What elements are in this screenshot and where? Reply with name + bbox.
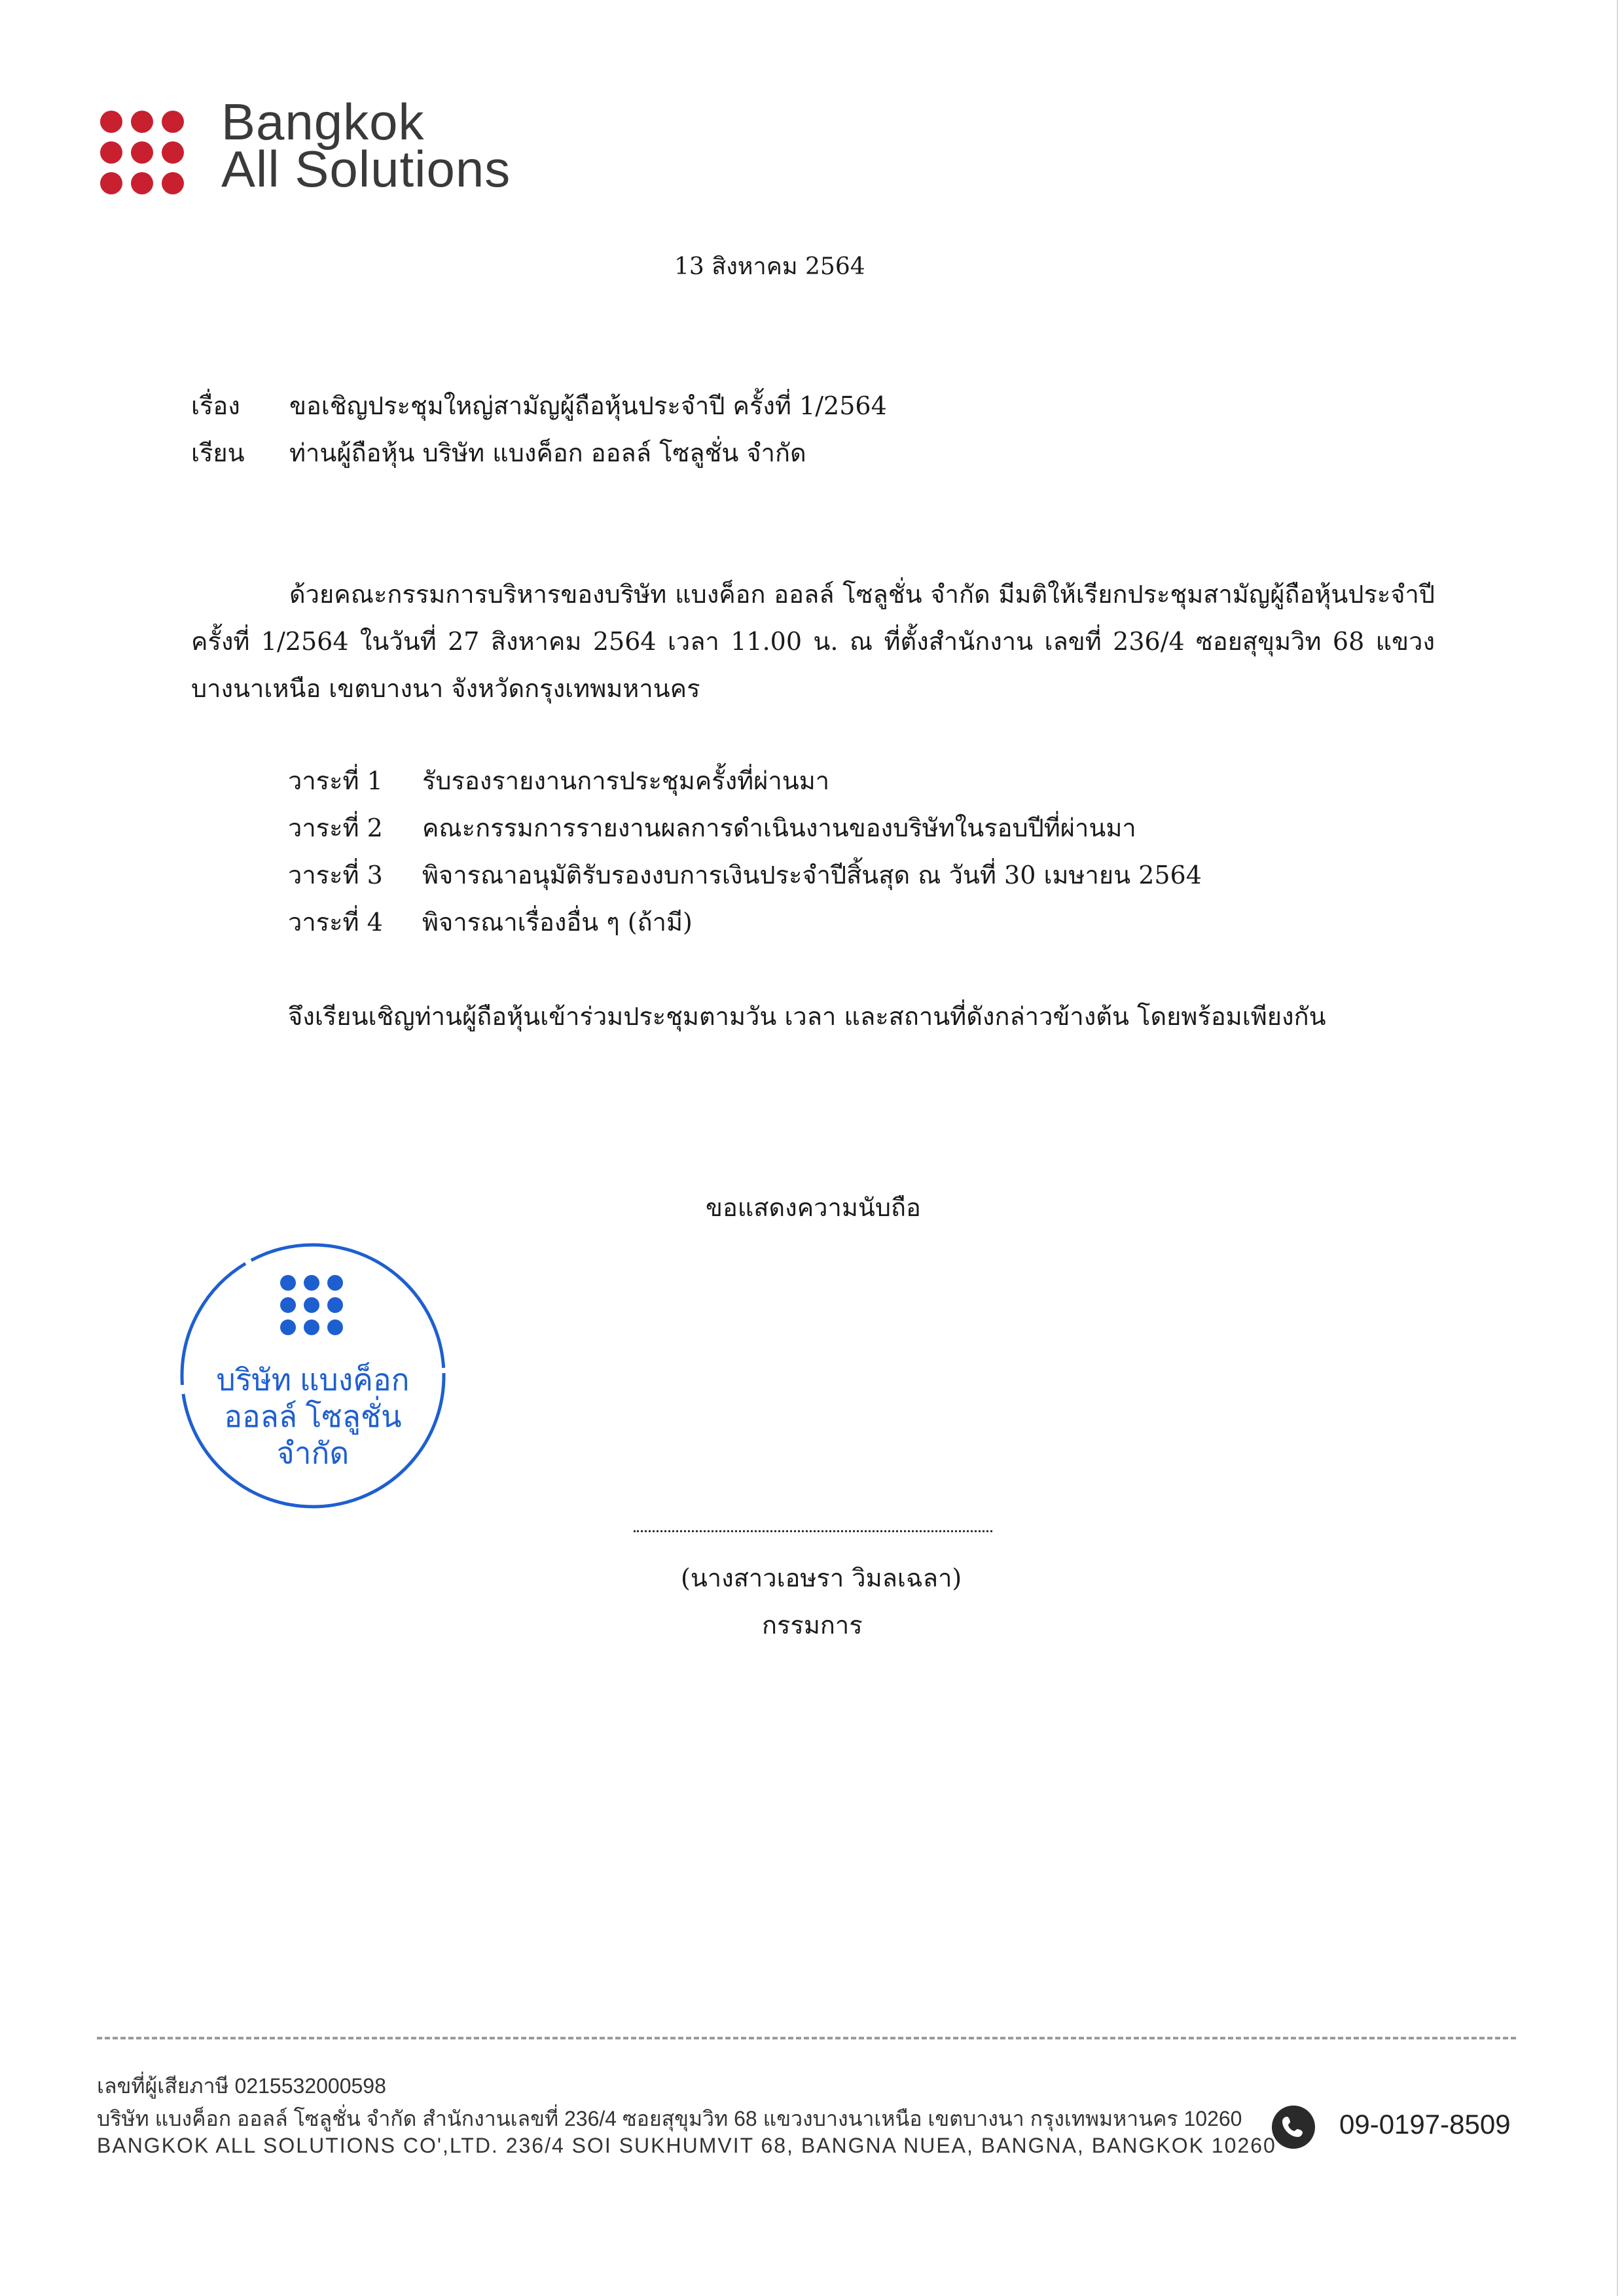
agenda-number: วาระที่ 2	[288, 814, 383, 842]
agenda-item	[288, 808, 1136, 848]
agenda-text: พิจารณาเรื่องอื่น ๆ (ถ้ามี)	[422, 908, 693, 937]
agenda-item	[288, 902, 693, 942]
regards-text: ขอแสดงความนับถือ	[706, 1193, 921, 1222]
scan-edge-divider	[1617, 0, 1618, 2296]
recipient-label: เรียน	[191, 439, 245, 467]
letter-date: 13 สิงหาคม 2564	[674, 253, 865, 280]
signer-title: กรรมการ	[762, 1611, 863, 1640]
footer-divider	[97, 2037, 1516, 2039]
stamp-line-2: ออลล์ โซลูชั่น	[224, 1399, 402, 1433]
logo-line-1: Bangkok	[221, 93, 425, 151]
agenda-text: คณะกรรมการรายงานผลการดำเนินงานของบริษัทในรอบปีที่ผ่านมา	[422, 814, 1136, 842]
logo-line-2: All Solutions	[221, 140, 511, 198]
body-paragraph: ด้วยคณะกรรมการบริหารของบริษัท แบงค็อก ออลล์ โซลูชั่น จำกัด มีมติให้เรียกประชุมสามัญผู้ถือหุ้นประจำปี ครั้งที่ 1/2564 ในวันที่ 27 สิงหาคม 2564 เวลา 11.00 น. ณ ที่ตั้งสำนักงาน เลขที่ 236/4 ซอยสุขุมวิท 68 แขวงบางนาเหนือ เขตบางนา จังหวัดกรุงเทพมหานคร	[191, 580, 1435, 703]
letter-body	[191, 571, 1435, 712]
signature-line	[634, 1530, 992, 1532]
company-logo-icon	[98, 109, 186, 196]
footer-tax-id: เลขที่ผู้เสียภาษี 0215532000598	[97, 2074, 386, 2098]
agenda-text: พิจารณาอนุมัติรับรองงบการเงินประจำปีสิ้นสุด ณ วันที่ 30 เมษายน 2564	[422, 861, 1202, 889]
stamp-line-1: บริษัท แบงค็อก	[216, 1363, 410, 1397]
subject-label: เรื่อง	[191, 391, 240, 420]
footer-address-en: BANGKOK ALL SOLUTIONS CO',LTD. 236/4 SOI SUKHUMVIT 68, BANGNA NUEA, BANGNA, BANGKOK 10260	[97, 2134, 1276, 2157]
agenda-number: วาระที่ 1	[288, 766, 383, 795]
agenda-item	[288, 855, 1202, 895]
agenda-text: รับรองรายงานการประชุมครั้งที่ผ่านมา	[422, 766, 830, 795]
recipient-text: ท่านผู้ถือหุ้น บริษัท แบงค็อก ออลล์ โซลูชั่น จำกัด	[289, 439, 806, 467]
agenda-item	[288, 761, 829, 800]
footer-address-th: บริษัท แบงค็อก ออลล์ โซลูชั่น จำกัด สำนักงานเลขที่ 236/4 ซอยสุขุมวิท 68 แขวงบางนาเหนือ เขตบางนา กรุงเทพมหานคร 10260	[97, 2107, 1242, 2130]
stamp-line-3: จำกัด	[276, 1436, 350, 1470]
signer-name: (นางสาวเอษรา วิมลเฉลา)	[681, 1564, 962, 1592]
company-stamp	[175, 1238, 450, 1513]
footer-phone: 09-0197-8509	[1339, 2109, 1511, 2140]
closing-text: จึงเรียนเชิญท่านผู้ถือหุ้นเข้าร่วมประชุมตามวัน เวลา และสถานที่ดังกล่าวข้างต้น โดยพร้อมเพียงกัน	[288, 1002, 1326, 1031]
agenda-number: วาระที่ 4	[288, 908, 383, 937]
company-logo-text	[221, 93, 511, 198]
phone-icon	[1271, 2105, 1316, 2149]
subject-text: ขอเชิญประชุมใหญ่สามัญผู้ถือหุ้นประจำปี ครั้งที่ 1/2564	[289, 391, 887, 420]
agenda-number: วาระที่ 3	[288, 861, 383, 889]
